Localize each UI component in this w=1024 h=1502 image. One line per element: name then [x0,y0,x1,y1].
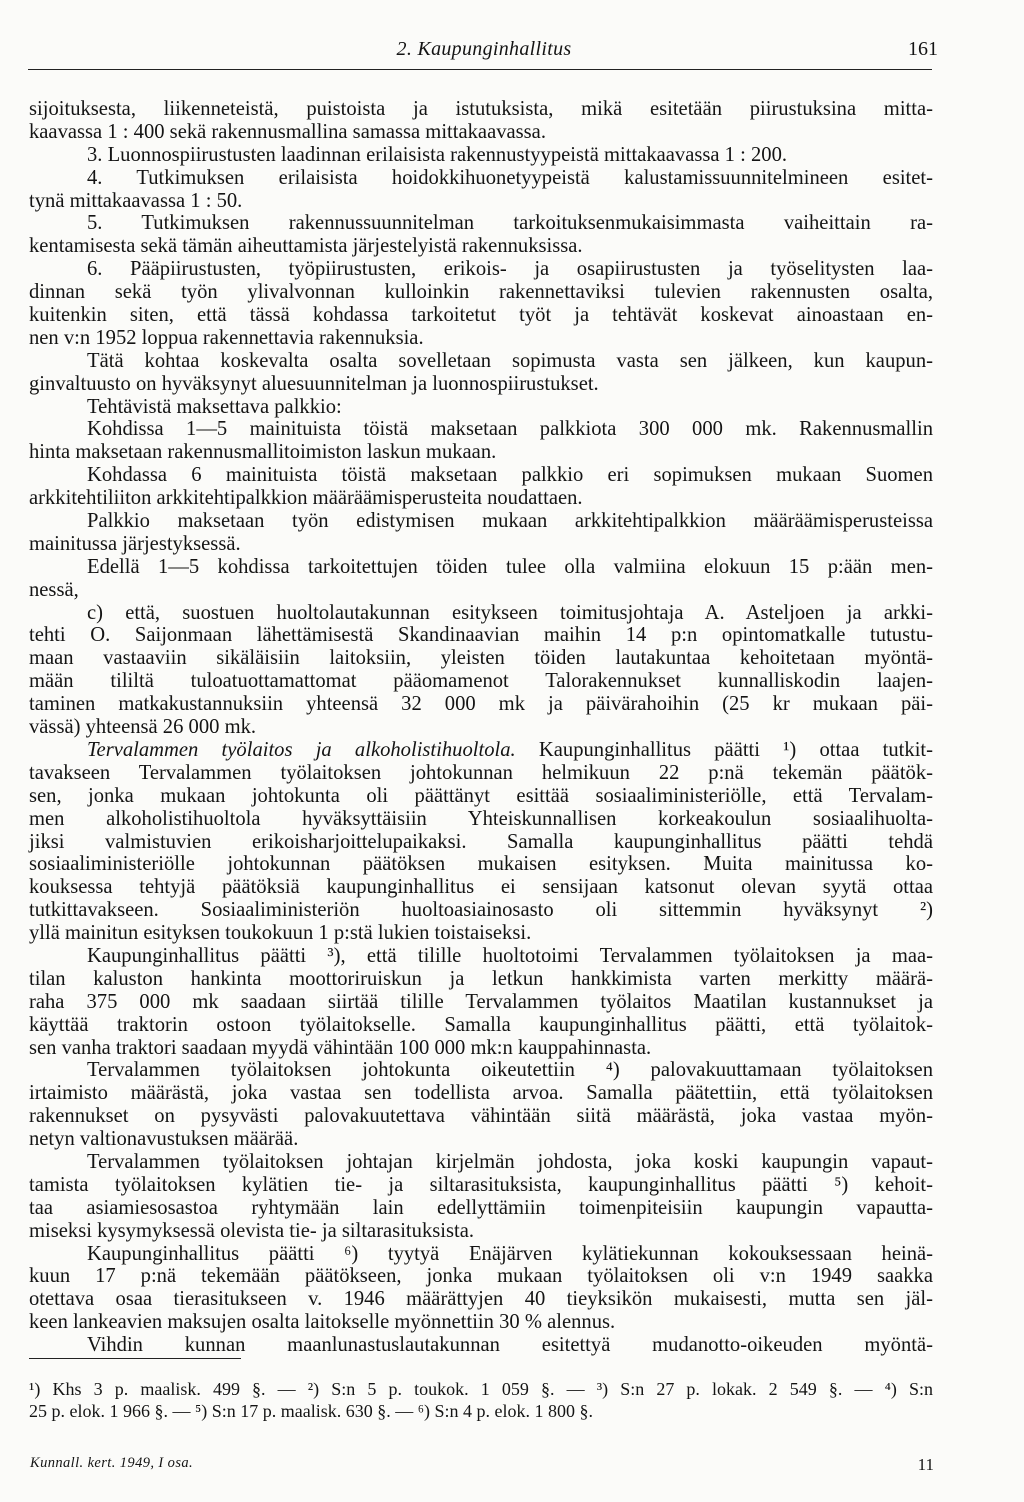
text-line: Kohdissa 1—5 mainituista töistä maksetaan palkkiota 300 000 mk. Rakennusmallin [87,418,933,441]
text-line: 3. Luonnospiirustusten laadinnan erilaisista rakennustyypeistä mittakaavassa 1 : 200. [87,143,788,166]
text-line: netyn valtionavustuksen määrää. [29,1128,299,1151]
text-line: dinnan sekä työn ylivalvonnan kulloinkin rakennettaviksi tulevien rakennusten osalta, [29,281,933,304]
text-line: irtaimisto määrästä, joka vastaa sen todellista arvoa. Samalla päätettiin, että työlaitoksen [29,1082,933,1105]
text-line: vässä) yhteensä 26 000 mk. [29,716,257,739]
text-line: Tehtävistä maksettava palkkio: [87,395,342,418]
text-line: sen, jonka mukaan johtokunta oli päättänyt esittää sosiaaliministeriölle, että Tervalam- [29,784,933,807]
text-line [29,739,933,762]
text-line: tavakseen Tervalammen työlaitoksen johtokunnan helmikuun 22 p:nä tekemän päätök- [29,761,933,784]
page-footer [30,1455,934,1477]
text-line: Palkkio maksetaan työn edistymisen mukaan arkkitehtipalkkion määräämisperusteissa [87,510,933,533]
text-line: sosiaaliministeriölle johtokunnan päätöksen mukaisen esityksen. Muita mainitussa ko- [29,853,933,876]
running-header [30,38,938,68]
text-line: Tervalammen työlaitoksen johtajan kirjelmän johdosta, joka koski kaupungin vapaut- [87,1150,933,1173]
text-line: nessä, [29,578,79,601]
text-line: sen vanha traktori saadaan myydä vähintään 100 000 mk:n kauppahinnasta. [29,1036,652,1059]
text-line: tynä mittakaavassa 1 : 50. [29,189,243,212]
section-title: 2. Kaupunginhallitus [396,38,572,60]
body-text [29,98,933,1357]
text-line: hinta maksetaan rakennusmallitoimiston laskun mukaan. [29,441,497,464]
text-line-rest: Kaupunginhallitus päätti ¹) ottaa tutkit- [515,738,934,761]
text-line: taa asiamiesosastoa ryhtymään lain edellyttämiin toimenpiteisiin kaupungin vapautta- [29,1196,933,1219]
footnotes [29,1378,933,1422]
text-line: kentamisesta sekä tämän aiheuttamista järjestelyistä rakennuksissa. [29,235,583,258]
section-heading-italic: Tervalammen työlaitos ja alkoholistihuoltola. [87,738,516,761]
page-number: 161 [908,38,938,60]
footnote-line: ¹) Khs 3 p. maalisk. 499 §. — ²) S:n 5 p. toukok. 1 059 §. — ³) S:n 27 p. lokak. 2 549 §. — ⁴) S:n [29,1379,933,1399]
text-line: Vihdin kunnan maanlunastuslautakunnan esitettyä mudanotto-oikeuden myöntä- [87,1334,933,1357]
text-line: tutkittavakseen. Sosiaaliministeriön huoltoasiainosasto oli sittemmin hyväksynyt ²) [29,899,933,922]
text-line: maan vastaaviin sikäläisiin laitoksiin, yleisten töiden lautakuntaa kehoitetaan myöntä- [29,647,933,670]
text-line: men alkoholistihuoltola hyväksyttäisiin Yhteiskunnallisen korkeakoulun sosiaalihuolta- [29,807,933,830]
footnote-line: 25 p. elok. 1 966 §. — ⁵) S:n 17 p. maalisk. 630 §. — ⁶) S:n 4 p. elok. 1 800 §. [29,1401,594,1421]
text-line: ginvaltuusto on hyväksynyt aluesuunnitelman ja luonnospiirustukset. [29,372,599,395]
text-line: kuun 17 p:nä tekemään päätökseen, jonka mukaan työlaitoksen oli v:n 1949 saakka [29,1265,933,1288]
text-line: 6. Pääpiirustusten, työpiirustusten, erikois- ja osapiirustusten ja työselitysten laa- [87,258,933,281]
footnote-rule [29,1358,241,1359]
text-line: 4. Tutkimuksen erilaisista hoidokkihuonetyypeistä kalustamissuunnitelmineen esitet- [87,166,933,189]
text-line: miseksi kysymyksessä olevista tie- ja siltarasituksista. [29,1219,474,1242]
text-line: c) että, suostuen huoltolautakunnan esitykseen toimitusjohtaja A. Asteljoen ja arkki- [87,601,933,624]
text-line: Tervalammen työlaitoksen johtokunta oikeutettiin ⁴) palovakuuttamaan työlaitoksen [87,1059,933,1082]
text-line: sijoituksesta, liikenneteistä, puistoista ja istutuksista, mikä esitetään piirustuksina mitta- [29,98,933,120]
text-line: yllä mainitun esityksen toukokuun 1 p:stä lukien toistaiseksi. [29,922,532,945]
text-line: tilan kaluston hankinta moottoriruiskun ja letkun hankkimista varten merkitty määrä- [29,967,933,990]
text-line: Edellä 1—5 kohdissa tarkoitettujen töiden tulee olla valmiina elokuun 15 p:ään men- [87,555,933,578]
text-line: arkkitehtiliiton arkkitehtipalkkion määräämisperusteita noudattaen. [29,487,583,510]
text-line: Kaupunginhallitus päätti ³), että tilille huoltotoimi Tervalammen työlaitoksen ja maa- [87,944,933,967]
text-line: taminen matkakustannuksiin yhteensä 32 000 mk ja päivärahoihin (25 kr mukaan päi- [29,693,933,716]
header-rule [28,69,932,70]
text-line: keen lankeavien maksujen osalta laitokselle myönnettiin 30 % alennus. [29,1311,616,1334]
text-line: tamista työlaitoksen kylätien tie- ja siltarasituksista, kaupunginhallitus päätti ⁵) kehoit- [29,1173,933,1196]
text-line: Kaupunginhallitus päätti ⁶) tyytyä Enäjärven kylätiekunnan kokouksessaan heinä- [87,1242,933,1265]
text-line: otettava osaa tierasitukseen v. 1946 määrättyjen 40 tieyksikön mukaisesti, mutta sen jäl- [29,1288,933,1311]
text-line: kaavassa 1 : 400 sekä rakennusmallina samassa mittakaavassa. [29,120,546,143]
text-line: nen v:n 1952 loppua rakennettavia rakennuksia. [29,326,424,349]
text-line: käyttää traktorin ostoon työlaitokselle. Samalla kaupunginhallitus päätti, että työlaitok- [29,1013,933,1036]
text-line: raha 375 000 mk saadaan siirtää tilille Tervalammen työlaitos Maatilan kustannukset ja [29,990,933,1013]
publication-source: Kunnall. kert. 1949, I osa. [30,1455,194,1471]
text-line: jiksi valmistuvien erikoisharjoittelupaikaksi. Samalla kaupunginhallitus päätti tehdä [29,830,933,853]
text-line: rakennukset on pysyvästi palovakuutettava vähintään siitä määrästä, joka vastaa myön- [29,1105,933,1128]
text-line: Kohdassa 6 mainituista töistä maksetaan palkkio eri sopimuksen mukaan Suomen [87,464,933,487]
text-line: mainitussa järjestyksessä. [29,532,241,555]
text-line: 5. Tutkimuksen rakennussuunnitelman tarkoituksenmukaisimmasta vaiheittain rа- [87,212,933,235]
printer-signature: 11 [917,1455,934,1474]
text-line: tehti O. Saijonmaan lähettämisestä Skandinaavian maihin 14 p:n opintomatkalle tutustu- [29,624,933,647]
text-line: kuitenkin siten, että tässä kohdassa tarkoitetut työt ja tehtävät koskevat ainoastaan en- [29,304,933,327]
text-line: Tätä kohtaa koskevalta osalta sovelletaan sopimusta vasta sen jälkeen, kun kaupun- [87,349,933,372]
text-line: kouksessa tehtyjä päätöksiä kaupunginhallitus ei sensijaan katsonut olevan syytä ottaa [29,876,933,899]
text-line: mään tililtä tuloatuottamattomat pääomamenot Talorakennukset kunnalliskodin laajen- [29,670,933,693]
